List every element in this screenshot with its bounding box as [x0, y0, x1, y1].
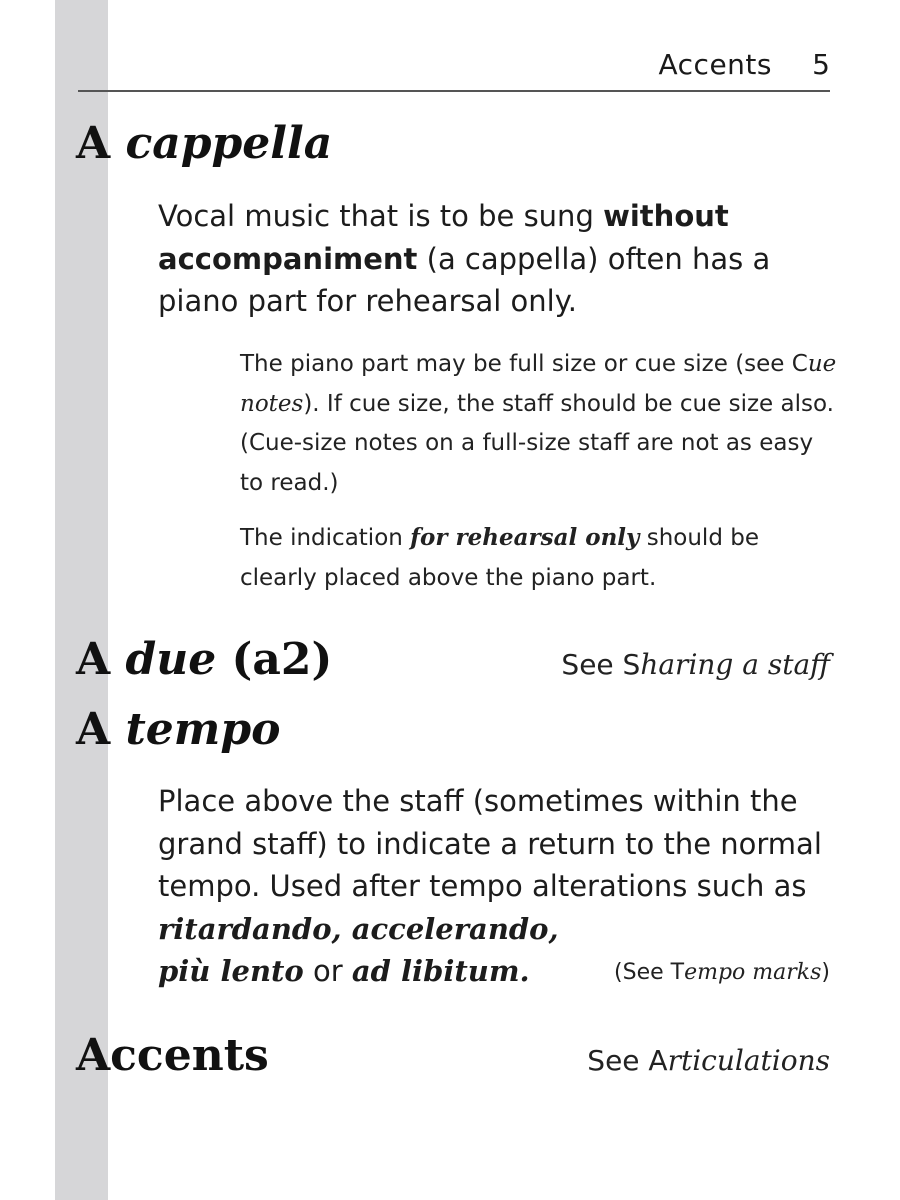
headword-accents: Accents	[76, 1030, 269, 1081]
definition-a-cappella: Vocal music that is to be sung without accompaniment (a cappella) often has a piano part for rehearsal only.	[158, 199, 771, 318]
crossref-tempo-marks[interactable]: (See Tempo marks)	[614, 960, 830, 985]
headword-a-cappella: A cappella	[76, 118, 333, 169]
margin-bar	[55, 0, 108, 1200]
crossref-articulations[interactable]: See Articulations	[587, 1044, 830, 1077]
page-number: 5	[812, 48, 830, 81]
note-rehearsal-indication: The indication for rehearsal only should be clearly placed above the piano part.	[240, 524, 759, 591]
running-head-title: Accents	[658, 48, 772, 81]
note-piano-part-size: The piano part may be full size or cue size (see Cue notes). If cue size, the staff should be cue size also. (Cue-size notes on a full-size staff are not as easy to read.)	[240, 351, 837, 496]
running-head	[78, 44, 830, 92]
headword-a-tempo: A tempo	[76, 704, 281, 755]
definition-a-tempo: Place above the staff (sometimes within the grand staff) to indicate a return to the normal tempo. Used after tempo alterations such as ritardando, accelerando, più lento or ad libitum.	[158, 784, 822, 988]
headword-a-due: A due (a2)	[76, 634, 333, 685]
crossref-sharing-a-staff[interactable]: See Sharing a staff	[561, 648, 830, 681]
